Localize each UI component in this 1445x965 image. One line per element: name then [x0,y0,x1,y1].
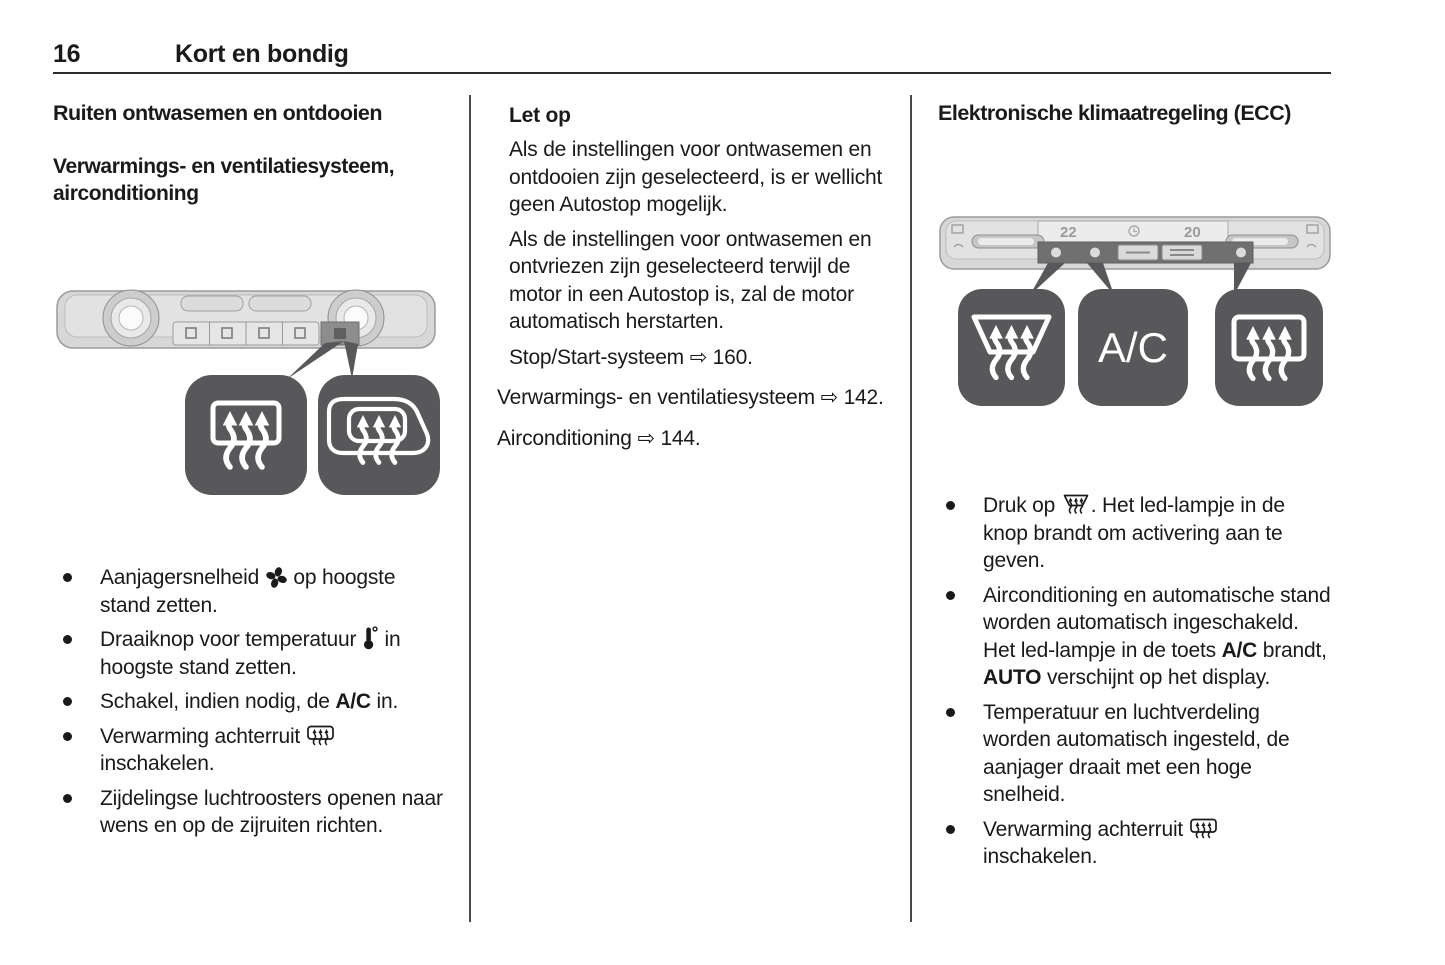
note-paragraph: Als de instellingen voor ontwasemen en ontdooien zijn geselecteerd, is er wellicht geen Autostop mogelijk. [509,138,883,216]
rear-window-heating-icon [307,724,334,747]
rear-window-heating-callout [185,375,307,495]
rear-window-heating-button [1236,248,1246,258]
list-item: Verwarming achterruit inschakelen. [938,816,1332,871]
ecc-panel-illustration [938,213,1332,409]
cross-reference: Airconditioning ⇨ 144. [497,425,701,450]
left-slider [972,235,1044,248]
chapter-title: Kort en bondig [175,40,349,68]
right-column [938,95,1332,878]
section-subheading: Verwarmings- en ventilatiesysteem, airconditioning [53,155,395,205]
side-window-heating-callout [318,375,440,495]
rear-window-heating-callout [1215,289,1323,406]
instruction-list [53,564,450,840]
list-item: Verwarming achterruit inschakelen. [53,723,450,778]
ecc-panel-figure [938,213,1332,414]
reference-arrow-icon: ⇨ [637,425,655,450]
cross-reference: Verwarmings- en ventilatiesysteem ⇨ 142. [497,385,884,409]
heater-control-panel-illustration [53,285,449,497]
button-row [173,322,319,345]
header-rule [53,72,1331,74]
reference-arrow-icon: ⇨ [689,344,708,369]
left-column [53,95,450,847]
instruction-list [938,492,1332,871]
list-item: Temperatuur en luchtverdeling worden automatisch ingesteld, de aanjager draait met een hoge snelheid. [938,699,1332,809]
list-item: Draaiknop voor temperatuur in hoogste stand zetten. [53,626,450,681]
display-temp-left: 22 [1060,224,1077,241]
section-heading: Elektronische klimaatregeling (ECC) [938,101,1291,125]
vent-button [181,296,243,311]
cross-reference: Stop/Start-systeem ⇨ 160. [509,344,753,369]
list-item: Aanjagersnelheid op hoogste stand zetten. [53,564,450,619]
ecc-button-row [1038,242,1253,263]
ac-callout [1078,289,1188,406]
display-temp-right: 20 [1184,224,1201,241]
heater-control-panel-figure [53,285,450,502]
list-item: Druk op . Het led-lampje in de knop brandt om activering aan te geven. [938,492,1332,575]
fan-icon [266,567,287,588]
ecc-display [1038,221,1228,242]
thermometer-icon [363,626,378,650]
note-title: Let op [509,104,571,127]
section-heading: Ruiten ontwasemen en ontdooien [53,101,383,125]
middle-column [497,95,889,452]
vent-button [249,296,311,311]
list-item: Airconditioning en automatische stand worden automatisch ingeschakeld. Het led-lampje in de toets A/C brandt, AUTO verschijnt op het display. [938,582,1332,692]
column-divider [469,95,471,922]
ac-button [1090,248,1100,258]
list-item: Zijdelingse luchtroosters openen naar wens en op de zijruiten richten. [53,785,450,840]
windshield-defrost-callout [958,289,1065,406]
note-paragraph: Als de instellingen voor ontwasemen en ontvriezen zijn geselecteerd terwijl de motor in een Autostop is, zal de motor automatisch herstarten. [509,227,872,333]
page-number: 16 [53,40,81,68]
windshield-defrost-button [1051,248,1061,258]
rear-window-heating-icon [1190,817,1217,840]
note-block [497,102,889,371]
callout-pointer [344,341,358,379]
column-divider [910,95,912,922]
list-item: Schakel, indien nodig, de A/C in. [53,688,450,716]
reference-arrow-icon: ⇨ [820,385,838,409]
windshield-defrost-icon [1062,493,1090,516]
left-knob [103,290,159,346]
ac-button-label: A/C [1097,324,1169,371]
